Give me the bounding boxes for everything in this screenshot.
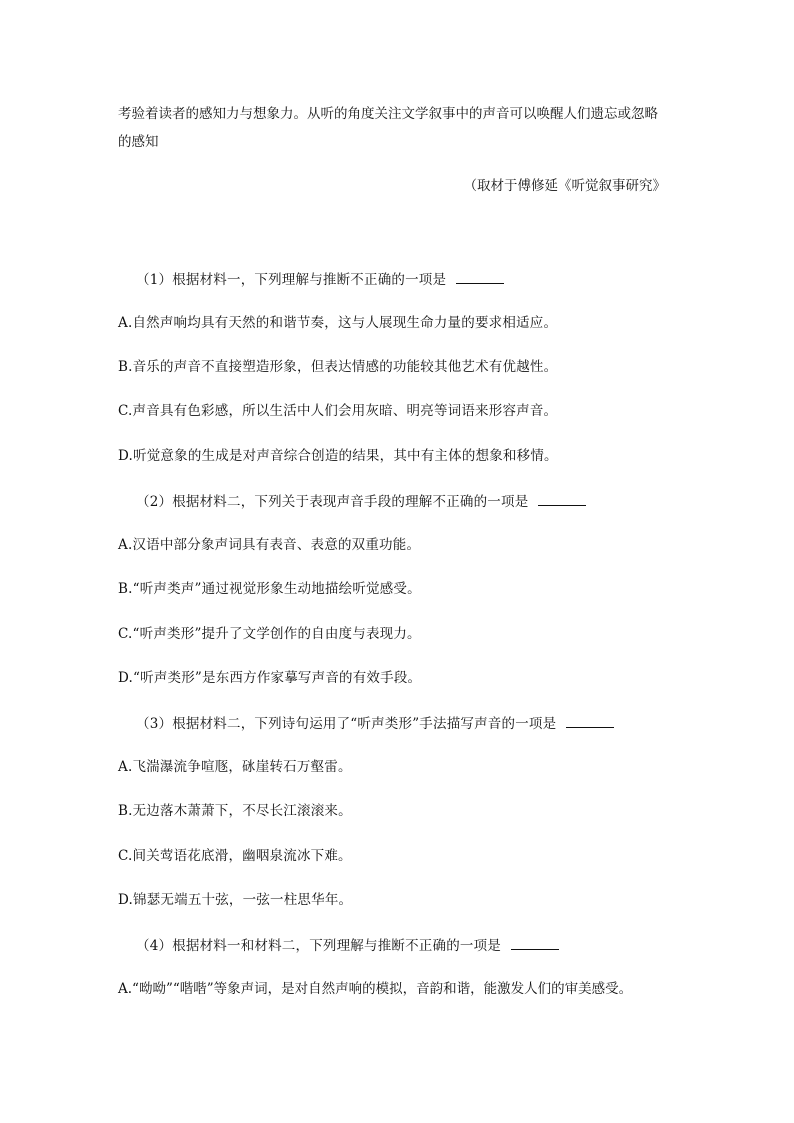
question-stem-text: （3）根据材料二，下列诗句运用了“听声类形”手法描写声音的一项是 — [136, 716, 557, 732]
question-3-option-a: A.飞湍瀑流争喧豗，砯崖转石万壑雷。 — [118, 759, 352, 775]
question-stem-text: （2）根据材料二，下列关于表现声音手段的理解不正确的一项是 — [136, 494, 529, 510]
answer-blank[interactable] — [538, 491, 586, 506]
question-3-stem — [136, 713, 614, 734]
question-1-option-c: C.声音具有色彩感，所以生活中人们会用灰暗、明亮等词语来形容声音。 — [118, 403, 558, 419]
question-stem-text: （4）根据材料一和材料二，下列理解与推断不正确的一项是 — [136, 938, 501, 954]
question-4-option-a: A.“呦呦”“喈喈”等象声词，是对自然声响的模拟，音韵和谐，能激发人们的审美感受。 — [118, 981, 633, 997]
question-2-option-b: B.“听声类声”通过视觉形象生动地描绘听觉感受。 — [118, 581, 421, 597]
question-2-option-d: D.“听声类形”是东西方作家摹写声音的有效手段。 — [118, 670, 422, 686]
question-1-option-b: B.音乐的声音不直接塑造形象，但表达情感的功能较其他艺术有优越性。 — [118, 359, 558, 375]
question-4-stem — [136, 935, 559, 956]
question-3-option-d: D.锦瑟无端五十弦，一弦一柱思华年。 — [118, 892, 353, 908]
question-2-option-c: C.“听声类形”提升了文学创作的自由度与表现力。 — [118, 626, 421, 642]
question-1-option-a: A.自然声响均具有天然的和谐节奏，这与人展现生命力量的要求相适应。 — [118, 315, 558, 331]
source-citation: （取材于傅修延《听觉叙事研究》 — [463, 178, 666, 194]
intro-line-1: 考验着读者的感知力与想象力。从听的角度关注文学叙事中的声音可以唤醒人们遗忘或忽略 — [118, 106, 658, 122]
question-stem-text: （1）根据材料一，下列理解与推断不正确的一项是 — [136, 272, 447, 288]
question-3-option-b: B.无边落木萧萧下，不尽长江滚滚来。 — [118, 803, 352, 819]
question-2-option-a: A.汉语中部分象声词具有表音、表意的双重功能。 — [118, 537, 421, 553]
question-3-option-c: C.间关莺语花底滑，幽咽泉流冰下难。 — [118, 848, 352, 864]
answer-blank[interactable] — [566, 713, 614, 728]
question-2-stem — [136, 491, 586, 512]
question-1-stem — [136, 269, 504, 290]
answer-blank[interactable] — [511, 935, 559, 950]
question-1-option-d: D.听觉意象的生成是对声音综合创造的结果，其中有主体的想象和移情。 — [118, 448, 558, 464]
intro-line-2: 的感知 — [118, 134, 159, 150]
answer-blank[interactable] — [456, 269, 504, 284]
